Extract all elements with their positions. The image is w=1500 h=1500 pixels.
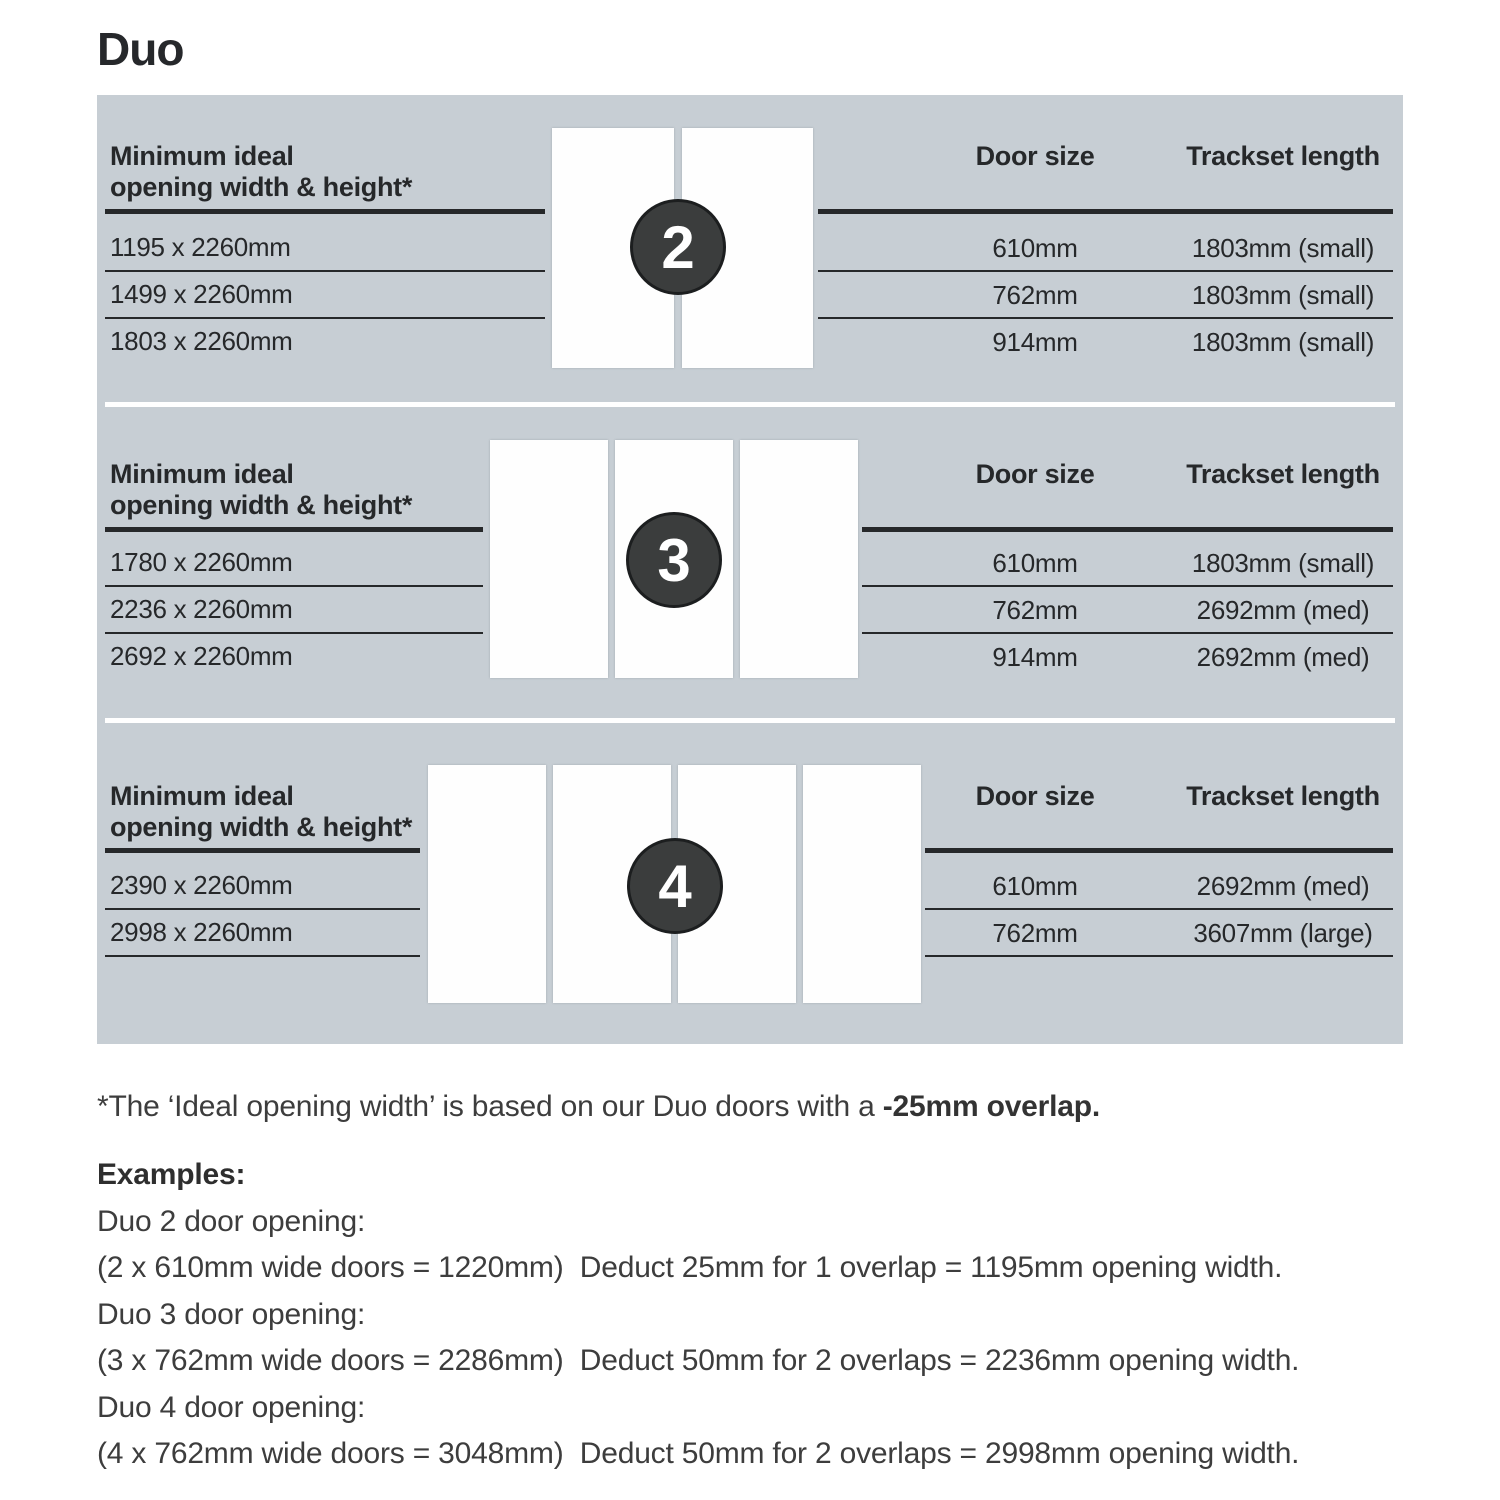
opening-size-row: 2692 x 2260mm	[110, 641, 293, 671]
door-size-value: 914mm	[992, 642, 1078, 672]
door-size-value: 762mm	[992, 918, 1078, 948]
trackset-length-value: 2692mm (med)	[1196, 642, 1370, 672]
door-size-value: 610mm	[992, 548, 1078, 578]
trackset-length-value: 1803mm (small)	[1191, 548, 1375, 578]
opening-size-row: 1195 x 2260mm	[105, 225, 545, 272]
page-title: Duo	[97, 23, 184, 75]
trackset-length-header: Trackset length	[1186, 781, 1380, 811]
examples-heading: Examples:	[97, 1158, 246, 1191]
footnote-bold-text: -25mm overlap.	[882, 1090, 1101, 1123]
door-size-header: Door size	[975, 141, 1095, 171]
opening-size-row: 1499 x 2260mm	[105, 272, 545, 319]
header-line: Minimum ideal	[110, 459, 294, 489]
door-count-badge: 4	[627, 838, 723, 934]
header-line: opening width & height*	[110, 812, 413, 842]
door-size-value: 610mm	[992, 871, 1078, 901]
door-count-badge: 2	[630, 199, 726, 295]
table-header-rule	[105, 848, 420, 853]
example-line: Duo 4 door opening:	[97, 1390, 366, 1424]
door-panel	[428, 765, 546, 1003]
opening-size-row: 2236 x 2260mm	[105, 587, 483, 634]
door-size-value: 762mm	[992, 595, 1078, 625]
trackset-length-column	[1173, 863, 1393, 957]
door-size-header: Door size	[975, 459, 1095, 489]
trackset-length-value: 3607mm (large)	[1193, 918, 1373, 948]
door-count-badge: 3	[626, 512, 722, 608]
header-line: Minimum ideal	[110, 141, 294, 171]
opening-size-row: 2390 x 2260mm	[105, 863, 420, 910]
examples-block	[97, 1152, 1299, 1478]
opening-size-row: 2998 x 2260mm	[105, 910, 420, 957]
table-header-rule	[925, 848, 1393, 853]
door-size-value: 762mm	[992, 280, 1078, 310]
header-line: Minimum ideal	[110, 781, 294, 811]
footnote	[97, 1090, 1100, 1124]
trackset-length-value: 2692mm (med)	[1196, 871, 1370, 901]
opening-size-table-header	[110, 781, 412, 843]
opening-size-row: 1803 x 2260mm	[110, 326, 293, 356]
example-line: Duo 3 door opening:	[97, 1297, 366, 1331]
trackset-length-value: 1803mm (small)	[1191, 280, 1375, 310]
trackset-length-header: Trackset length	[1186, 141, 1380, 171]
opening-size-row: 1780 x 2260mm	[105, 540, 483, 587]
door-size-value: 914mm	[992, 327, 1078, 357]
door-size-value: 610mm	[992, 233, 1078, 263]
door-panel	[803, 765, 921, 1003]
example-line: (4 x 762mm wide doors = 3048mm) Deduct 50mm for 2 overlaps = 2998mm opening width.	[97, 1437, 1300, 1470]
section-duo-4	[97, 95, 1403, 1044]
example-line: (3 x 762mm wide doors = 2286mm) Deduct 50mm for 2 overlaps = 2236mm opening width.	[97, 1344, 1300, 1377]
opening-size-table	[105, 863, 420, 957]
header-line: opening width & height*	[110, 172, 413, 202]
door-size-header: Door size	[975, 781, 1095, 811]
trackset-length-value: 2692mm (med)	[1196, 595, 1370, 625]
footnote-text: *The ‘Ideal opening width’ is based on our Duo doors with a	[97, 1090, 883, 1123]
header-line: opening width & height*	[110, 490, 413, 520]
door-size-column	[945, 863, 1125, 957]
trackset-length-header: Trackset length	[1186, 459, 1380, 489]
spec-panel	[97, 95, 1403, 1044]
trackset-length-value: 1803mm (small)	[1191, 233, 1375, 263]
example-line: Duo 2 door opening:	[97, 1204, 366, 1238]
example-line: (2 x 610mm wide doors = 1220mm) Deduct 25mm for 1 overlap = 1195mm opening width.	[97, 1251, 1283, 1284]
trackset-length-value: 1803mm (small)	[1191, 327, 1375, 357]
